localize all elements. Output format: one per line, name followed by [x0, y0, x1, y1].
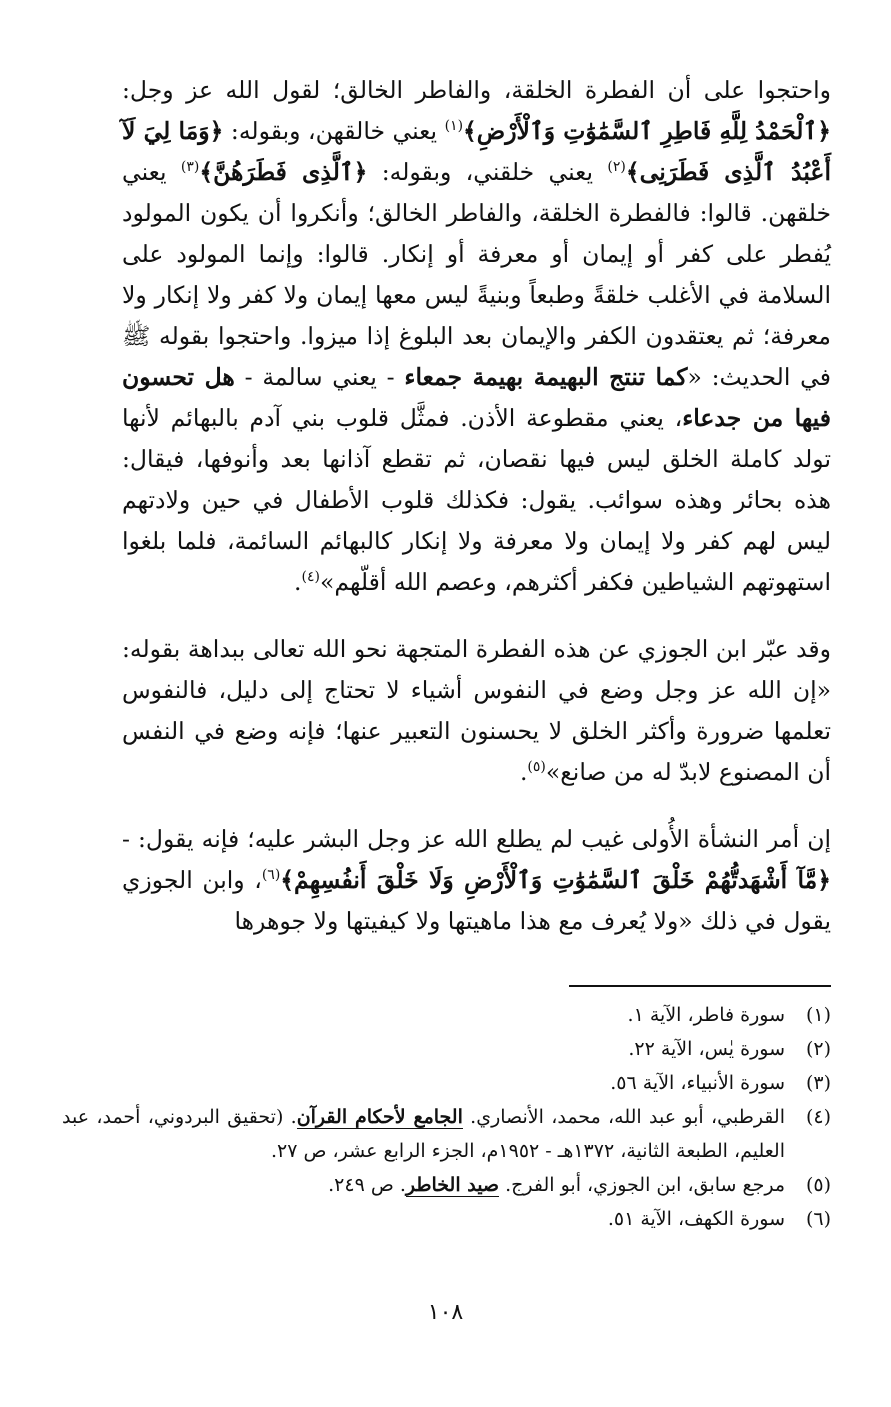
paragraph-3: [122, 819, 831, 942]
hadith-text: كما تنتج البهيمة بهيمة جمعاء: [404, 363, 688, 391]
body-text: يعني خالقهن، وبقوله:: [223, 117, 445, 145]
footnote-ref: (٥): [527, 759, 546, 776]
main-text-body: [122, 70, 831, 942]
body-text: ، وابن الجوزي يقول في ذلك «ولا يُعرف مع هذا ماهيتها ولا كيفيتها ولا جوهرها: [122, 866, 831, 935]
footnote-text: سورة فاطر، الآية ١.: [627, 1004, 785, 1026]
body-text: يعني خلقهن. قالوا: فالفطرة الخلقة، والفاطر الخالق؛ وأنكروا أن يكون المولود يُفطر على كفر أو إيمان أو معرفة أو إنكار. قالوا: وإنما المولود على السلامة في الأغلب خلقةً وطبعاً وبنيةً ليس معها إيمان ولا كفر ولا إنكار ولا معرفة؛ ثم يعتقدون الكفر والإيمان بعد البلوغ إذا ميزوا. واحتجوا بقوله ﷺ في الحديث: «: [122, 158, 832, 391]
footnote-ref: (٢): [607, 159, 626, 176]
footnote-citation: القرطبي، أبو عبد الله، محمد، الأنصاري.: [462, 1106, 785, 1128]
book-title: الجامع لأحكام القرآن: [296, 1106, 463, 1128]
body-text: .: [519, 758, 528, 786]
body-text: - يعني سالمة -: [234, 363, 405, 391]
body-text: واحتجوا على أن الفطرة الخلقة، والفاطر الخالق؛ لقول الله عز وجل:: [122, 76, 831, 104]
footnote: [62, 1066, 831, 1100]
footnote-number: (٣): [805, 1072, 831, 1094]
footnote-number: (٦): [805, 1208, 831, 1230]
footnote: [62, 1168, 831, 1202]
footnote-ref: (٤): [301, 569, 320, 586]
body-text: ، يعني مقطوعة الأذن. فمثَّل قلوب بني آدم بالبهائم لأنها تولد كاملة الخلق ليس فيها نقصان، ثم تقطع آذانها بعد وأنوفها، فيقال: هذه بحائر وهذه سوائب. يقول: فكذلك قلوب الأطفال في حين ولادتهم ليس لهم كفر ولا إيمان ولا معرفة ولا إنكار كالبهائم السائمة، فلما بلغوا استهوتهم الشياطين فكفر أكثرهم، وعصم الله أقلّهم»: [122, 404, 831, 596]
footnote-citation: . ص ٢٤٩.: [328, 1174, 406, 1196]
page-number: ١٠٨: [427, 1300, 464, 1325]
hadith-text: هل تحسون فيها من جدعاء: [122, 363, 831, 432]
body-text: وقد عبّر ابن الجوزي عن هذه الفطرة المتجهة نحو الله تعالى ببداهة بقوله: «إن الله عز وجل وضع في النفوس أشياء لا تحتاج إلى دليل، فالنفوس تعلمها ضرورة وأكثر الخلق لا يحسنون التعبير عنها؛ فإنه وضع في النفس أن المصنوع لابدّ له من صانع»: [122, 635, 831, 786]
paragraph-2: [122, 629, 831, 793]
footnote-divider: [569, 985, 831, 987]
footnote-citation: . (تحقيق البردوني، أحمد، عبد العليم، الطبعة الثانية، ١٣٧٢هـ - ١٩٥٢م، الجزء الرابع عشر، ص ٢٧.: [62, 1106, 785, 1162]
footnote-text: [62, 1100, 785, 1168]
footnote-ref: (٣): [180, 159, 200, 176]
quran-verse: ﴿مَّآ أَشْهَدتُّهُمْ خَلْقَ ٱلسَّمَٰوَٰتِ وَٱلْأَرْضِ وَلَا خَلْقَ أَنفُسِهِمْ﴾: [280, 866, 832, 894]
footnote-ref: (١): [444, 118, 464, 135]
book-title: صيد الخاطر: [405, 1174, 500, 1196]
footnote: [62, 1100, 831, 1168]
footnote: [62, 998, 831, 1032]
footnote: [62, 1202, 831, 1236]
footnote-number: (٢): [805, 1038, 831, 1060]
footnote-number: (٥): [805, 1174, 831, 1196]
footnote-citation: مرجع سابق، ابن الجوزي، أبو الفرج.: [499, 1174, 785, 1196]
footnote-text: [62, 1168, 785, 1202]
footnote-text: سورة الأنبياء، الآية ٥٦.: [610, 1072, 785, 1094]
quran-verse: ﴿ٱلْحَمْدُ لِلَّهِ فَاطِرِ ٱلسَّمَٰوَٰتِ وَٱلْأَرْضِ﴾: [463, 117, 831, 145]
footnote-text: سورة الكهف، الآية ٥١.: [607, 1208, 785, 1230]
footnotes: [62, 998, 831, 1236]
body-text: إن أمر النشأة الأُولى غيب لم يطلع الله عز وجل البشر عليه؛ فإنه يقول: -: [122, 825, 831, 853]
body-text: .: [294, 568, 302, 596]
quran-verse: ﴿ٱلَّذِى فَطَرَهُنَّ﴾: [199, 158, 368, 186]
footnote: [62, 1032, 831, 1066]
footnote-text: سورة يٰس، الآية ٢٢.: [628, 1038, 785, 1060]
paragraph-1: [122, 70, 831, 603]
footnote-ref: (٦): [261, 867, 281, 884]
footnote-number: (٤): [805, 1106, 831, 1128]
quran-verse: ﴿وَمَا لِيَ لَآ أَعْبُدُ ٱلَّذِى فَطَرَنِى﴾: [122, 117, 831, 186]
body-text: يعني خلقني، وبقوله:: [367, 158, 608, 186]
footnote-number: (١): [805, 1004, 831, 1026]
